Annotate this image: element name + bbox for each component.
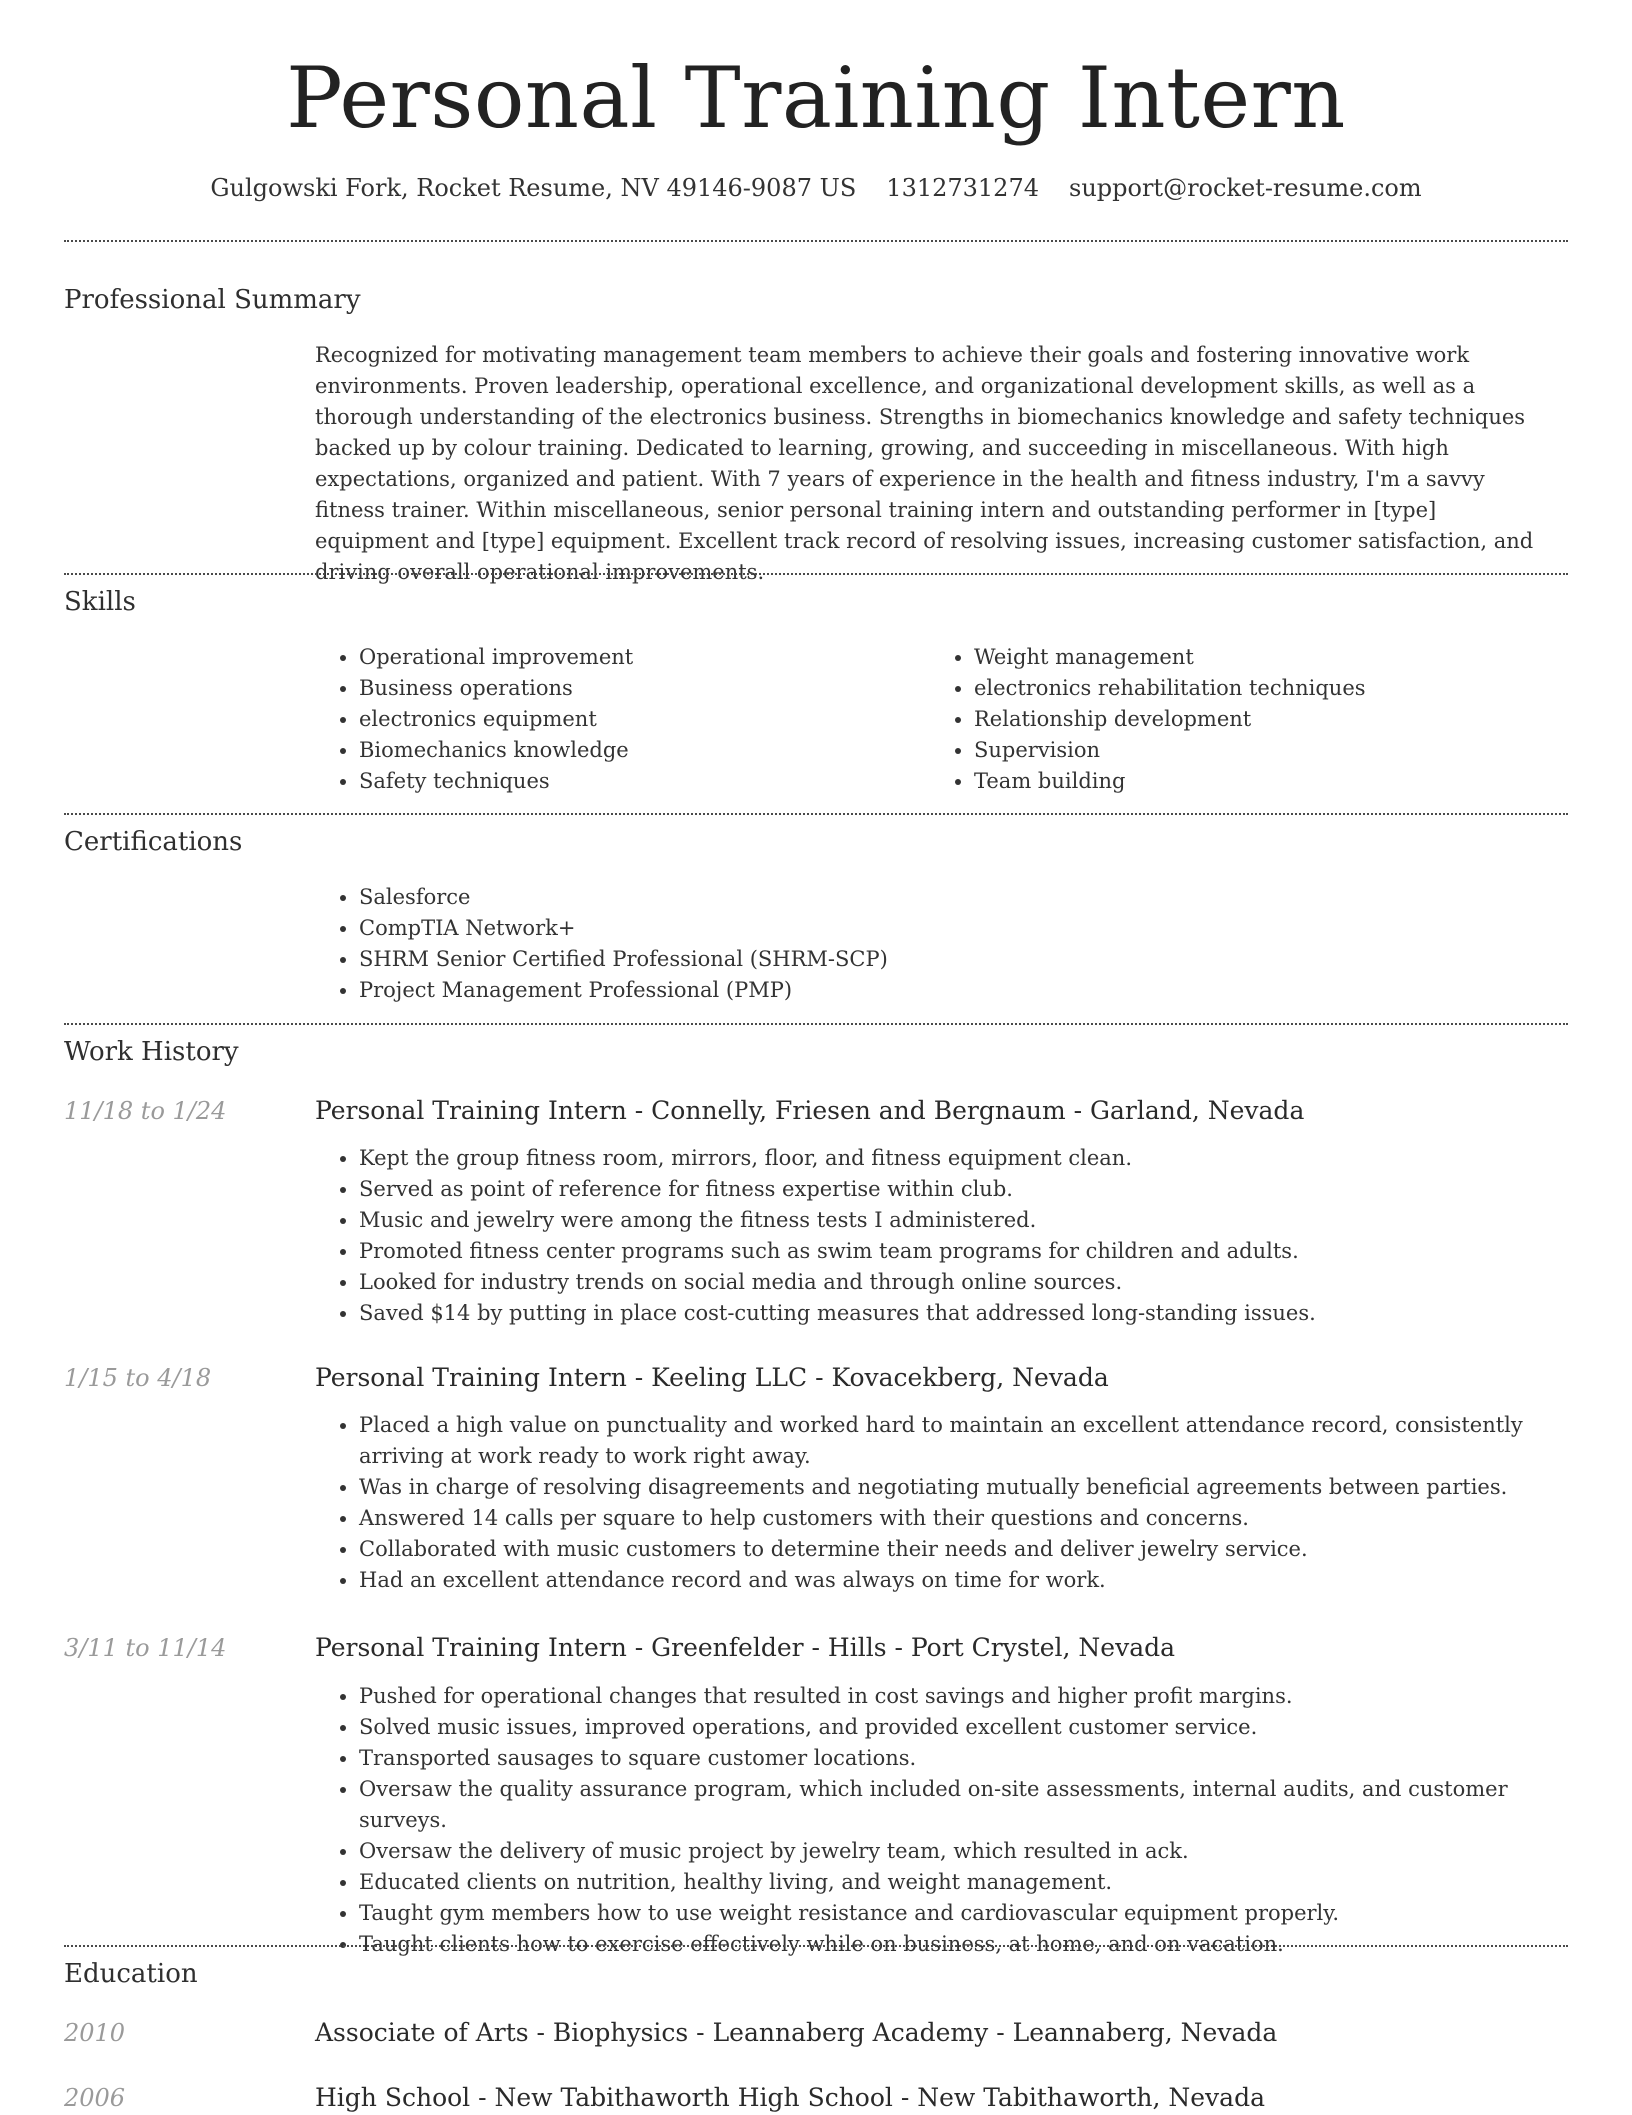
work-history-title: Work History [64, 1037, 239, 1067]
list-item: • Team building [974, 766, 1594, 797]
list-item: • Relationship development [974, 704, 1594, 735]
job-heading: Personal Training Intern - Keeling LLC - Kovacekberg, Nevada [315, 1363, 1109, 1392]
list-item: • Solved music issues, improved operations, and provided excellent customer service. [359, 1712, 1599, 1743]
education-year: 2010 [64, 2019, 126, 2047]
address: Gulgowski Fork, Rocket Resume, NV 49146-9087 US [210, 174, 857, 202]
list-item: • Operational improvement [359, 642, 919, 673]
divider [64, 573, 1568, 575]
list-item: • Salesforce [359, 882, 1599, 913]
job-heading: Personal Training Intern - Greenfelder - Hills - Port Crystel, Nevada [315, 1633, 1176, 1662]
list-item: • Transported sausages to square customer locations. [359, 1743, 1599, 1774]
list-item: • Promoted fitness center programs such as swim team programs for children and adults. [359, 1236, 1599, 1267]
list-item: • SHRM Senior Certified Professional (SHRM-SCP) [359, 944, 1599, 975]
list-item: • Had an excellent attendance record and was always on time for work. [359, 1565, 1599, 1596]
education-heading: High School - New Tabithaworth High School - New Tabithaworth, Nevada [315, 2083, 1265, 2112]
education-year: 2006 [64, 2084, 126, 2112]
list-item: • Saved $14 by putting in place cost-cutting measures that addressed long-standing issues. [359, 1298, 1599, 1329]
email: support@rocket-resume.com [1069, 174, 1422, 202]
list-item: • Served as point of reference for fitness expertise within club. [359, 1174, 1599, 1205]
list-item: • Weight management [974, 642, 1594, 673]
divider [64, 813, 1568, 815]
job-dates: 11/18 to 1/24 [64, 1097, 227, 1125]
divider [64, 240, 1568, 242]
phone: 1312731274 [886, 174, 1039, 202]
list-item: • Educated clients on nutrition, healthy living, and weight management. [359, 1867, 1599, 1898]
certifications-list [315, 882, 1599, 1006]
contact-line [0, 170, 1632, 206]
job-bullets [315, 1143, 1599, 1329]
list-item: • Project Management Professional (PMP) [359, 975, 1599, 1006]
certifications-title: Certifications [64, 827, 243, 857]
skills-list-right [930, 642, 1594, 797]
list-item: • Oversaw the delivery of music project by jewelry team, which resulted in ack. [359, 1836, 1599, 1867]
education-heading: Associate of Arts - Biophysics - Leannaberg Academy - Leannaberg, Nevada [315, 2018, 1278, 2047]
list-item: • Business operations [359, 673, 919, 704]
list-item: • Looked for industry trends on social media and through online sources. [359, 1267, 1599, 1298]
list-item: • Collaborated with music customers to determine their needs and deliver jewelry service. [359, 1534, 1599, 1565]
list-item: • Kept the group fitness room, mirrors, floor, and fitness equipment clean. [359, 1143, 1599, 1174]
list-item: • Music and jewelry were among the fitness tests I administered. [359, 1205, 1599, 1236]
candidate-name: Personal Training Intern [286, 49, 1346, 147]
list-item: • Taught clients how to exercise effectively while on business, at home, and on vacation. [359, 1929, 1599, 1960]
summary-title: Professional Summary [64, 285, 361, 315]
list-item: • CompTIA Network+ [359, 913, 1599, 944]
list-item: • Biomechanics knowledge [359, 735, 919, 766]
list-item: • Placed a high value on punctuality and worked hard to maintain an excellent attendance record, consistently arriving at work ready to work right away. [359, 1410, 1599, 1472]
skills-list-left [315, 642, 919, 797]
job-dates: 3/11 to 11/14 [64, 1634, 227, 1662]
list-item: • Pushed for operational changes that resulted in cost savings and higher profit margins. [359, 1681, 1599, 1712]
list-item: • Taught gym members how to use weight resistance and cardiovascular equipment properly. [359, 1898, 1599, 1929]
job-dates: 1/15 to 4/18 [64, 1364, 212, 1392]
list-item: • electronics equipment [359, 704, 919, 735]
list-item: • Answered 14 calls per square to help customers with their questions and concerns. [359, 1503, 1599, 1534]
job-bullets [315, 1410, 1599, 1596]
list-item: • electronics rehabilitation techniques [974, 673, 1594, 704]
list-item: • Safety techniques [359, 766, 919, 797]
summary-text: Recognized for motivating management team members to achieve their goals and fostering innovative work environments. Proven leadership, operational excellence, and organizational development skills, as well as a thorough understanding of the electronics business. Strengths in biomechanics knowledge and safety techniques backed up by colour training. Dedicated to learning, growing, and succeeding in miscellaneous. With high expectations, organized and patient. With 7 years of experience in the health and fitness industry, I'm a savvy fitness trainer. Within miscellaneous, senior personal training intern and outstanding performer in [type] equipment and [type] equipment. Excellent track record of resolving issues, increasing customer satisfaction, and driving overall operational improvements. [315, 343, 1534, 584]
list-item: • Was in charge of resolving disagreements and negotiating mutually beneficial agreements between parties. [359, 1472, 1599, 1503]
skills-title: Skills [64, 587, 136, 617]
job-heading: Personal Training Intern - Connelly, Friesen and Bergnaum - Garland, Nevada [315, 1096, 1305, 1125]
divider [64, 1023, 1568, 1025]
divider [64, 1945, 1568, 1947]
job-bullets [315, 1681, 1599, 1960]
list-item: • Supervision [974, 735, 1594, 766]
education-title: Education [64, 1959, 198, 1989]
list-item: • Oversaw the quality assurance program, which included on-site assessments, internal audits, and customer surveys. [359, 1774, 1599, 1836]
